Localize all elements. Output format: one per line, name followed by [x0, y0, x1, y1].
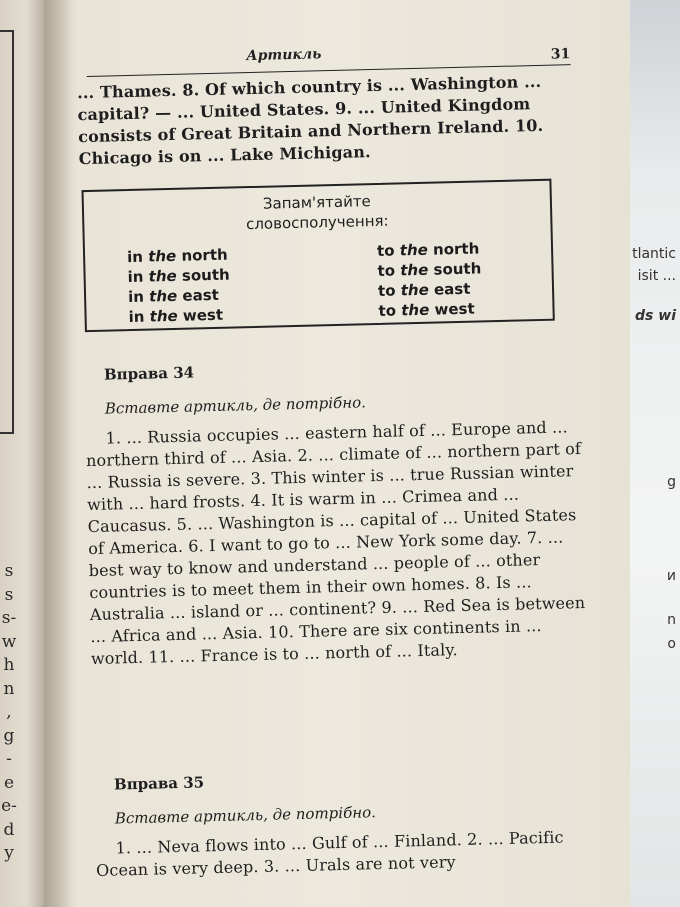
memo-phrase: to the south [377, 259, 482, 280]
memo-title-line: Запам'ятайте [262, 192, 372, 213]
right-fragment: isit ... [637, 268, 676, 284]
running-title: Артикль [246, 46, 322, 65]
left-fragment: - [6, 749, 12, 769]
right-fragment: tlantic [632, 246, 676, 262]
left-fragment: , [6, 702, 12, 722]
right-fragment: ds wi [635, 308, 676, 324]
memo-left-column [127, 245, 231, 327]
left-fragment: n [3, 678, 15, 699]
left-fragment: e [3, 772, 15, 793]
left-fragment: s- [1, 608, 17, 628]
left-fragment: y [4, 843, 14, 863]
exercise-35-text: 1. ... Neva flows into ... Gulf of ... Finland. 2. ... Pacific Ocean is very deep. 3. ... Urals are not very [95, 827, 564, 881]
left-fragment: w [1, 631, 17, 652]
exercise-34-title: Вправа 34 [103, 363, 195, 384]
left-fragment: s [4, 584, 14, 605]
intro-paragraph: ... Thames. 8. Of which country is ... Washington ... capital? — ... United States. 9. ... United Kingdom consists of Great Britain and Northern Ireland. 10. Chicago is on ... Lake Michigan. [76, 71, 544, 169]
right-fragment: g [667, 474, 676, 490]
right-fragment: o [667, 636, 676, 652]
memo-box [81, 179, 554, 332]
left-fragment: e- [1, 796, 17, 816]
left-fragment: d [3, 819, 15, 840]
memo-phrase: in the west [128, 305, 224, 327]
left-fragment: s [4, 561, 14, 581]
left-page-frame [0, 30, 14, 434]
exercise-34-text: 1. ... Russia occupies ... eastern half of ... Europe and ... northern third of ... Asia. 2. ... climate of ... northern part of ... Russia is severe. 3. This winter is ... true Russian winter with ... hard frosts. 4. It is warm in ... Crimea and ... Caucasus. 5. ... Washington is ... capital of ... United States of America. 6. I want to go to ... New York some day. 7. ... best way to know and understand ... people of ... other countries is to meet them in their own homes. 8. Is ... Australia ... island or ... continent? 9. ... Red Sea is between ... Africa and ... Asia. 10. There are six continents in ... world. 11. ... France is to ... north of ... Italy. [85, 417, 586, 669]
memo-right-column [377, 238, 483, 321]
memo-phrase: to the east [377, 279, 471, 300]
right-fragment: и [666, 568, 676, 584]
memo-title [84, 187, 551, 238]
memo-title-line: словосполучення: [245, 211, 389, 234]
exercise-35-title: Вправа 35 [113, 773, 205, 794]
left-page-edge [0, 0, 44, 907]
exercise-35-instruction: Вставте артикль, де потрібно. [114, 803, 377, 828]
memo-phrase: in the south [127, 265, 230, 287]
left-fragment: h [3, 655, 15, 675]
left-page-fragments [0, 560, 18, 866]
memo-phrase: to the north [376, 239, 480, 260]
memo-phrase: in the east [127, 285, 220, 307]
right-fragment: n [667, 612, 676, 628]
exercise-34-instruction: Вставте артикль, де потрібно. [104, 393, 367, 418]
page-number: 31 [550, 46, 571, 63]
left-fragment: g [3, 725, 15, 746]
book-page [44, 0, 630, 907]
page-content [44, 0, 630, 907]
memo-phrase: to the west [378, 299, 475, 320]
memo-phrase: in the north [126, 245, 228, 267]
